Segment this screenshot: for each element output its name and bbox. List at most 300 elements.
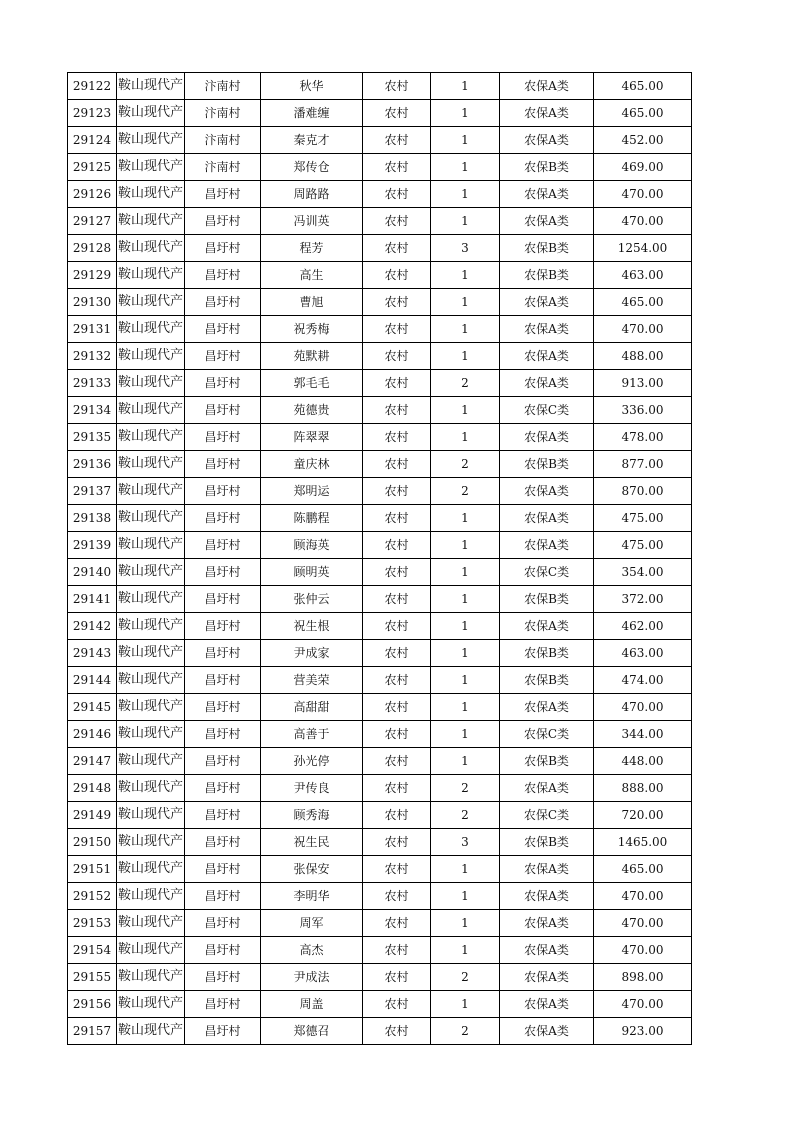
- area-type-cell: 农村: [363, 910, 431, 937]
- amount-cell: 469.00: [594, 154, 692, 181]
- insurance-category-cell: 农保A类: [500, 505, 594, 532]
- organization-cell: 鞍山现代产: [117, 127, 185, 154]
- village-cell: 昌圩村: [185, 775, 261, 802]
- insurance-category-cell: 农保B类: [500, 586, 594, 613]
- amount-cell: 475.00: [594, 505, 692, 532]
- table-row: [68, 910, 692, 937]
- amount-cell: 470.00: [594, 937, 692, 964]
- amount-cell: 488.00: [594, 343, 692, 370]
- table-row: [68, 802, 692, 829]
- table-row: [68, 451, 692, 478]
- record-id-cell: 29147: [68, 748, 117, 775]
- person-name-cell: 郑德召: [261, 1018, 363, 1045]
- organization-cell: 鞍山现代产: [117, 154, 185, 181]
- amount-cell: 344.00: [594, 721, 692, 748]
- amount-cell: 463.00: [594, 640, 692, 667]
- area-type-cell: 农村: [363, 181, 431, 208]
- table-row: [68, 397, 692, 424]
- area-type-cell: 农村: [363, 262, 431, 289]
- amount-cell: 463.00: [594, 262, 692, 289]
- record-id-cell: 29142: [68, 613, 117, 640]
- village-cell: 汴南村: [185, 100, 261, 127]
- person-name-cell: 祝生民: [261, 829, 363, 856]
- area-type-cell: 农村: [363, 235, 431, 262]
- organization-cell: 鞍山现代产: [117, 73, 185, 100]
- area-type-cell: 农村: [363, 100, 431, 127]
- village-cell: 昌圩村: [185, 451, 261, 478]
- organization-cell: 鞍山现代产: [117, 640, 185, 667]
- insurance-category-cell: 农保A类: [500, 910, 594, 937]
- area-type-cell: 农村: [363, 802, 431, 829]
- household-count-cell: 1: [431, 73, 500, 100]
- insurance-category-cell: 农保A类: [500, 316, 594, 343]
- area-type-cell: 农村: [363, 289, 431, 316]
- household-count-cell: 1: [431, 316, 500, 343]
- amount-cell: 452.00: [594, 127, 692, 154]
- amount-cell: 470.00: [594, 694, 692, 721]
- village-cell: 昌圩村: [185, 181, 261, 208]
- person-name-cell: 童庆林: [261, 451, 363, 478]
- village-cell: 昌圩村: [185, 559, 261, 586]
- person-name-cell: 周军: [261, 910, 363, 937]
- table-row: [68, 262, 692, 289]
- organization-cell: 鞍山现代产: [117, 262, 185, 289]
- village-cell: 昌圩村: [185, 235, 261, 262]
- area-type-cell: 农村: [363, 316, 431, 343]
- person-name-cell: 祝生根: [261, 613, 363, 640]
- area-type-cell: 农村: [363, 559, 431, 586]
- village-cell: 昌圩村: [185, 964, 261, 991]
- area-type-cell: 农村: [363, 208, 431, 235]
- household-count-cell: 1: [431, 694, 500, 721]
- household-count-cell: 1: [431, 154, 500, 181]
- relief-roster-table: [67, 72, 692, 1045]
- insurance-category-cell: 农保A类: [500, 370, 594, 397]
- organization-cell: 鞍山现代产: [117, 451, 185, 478]
- village-cell: 昌圩村: [185, 397, 261, 424]
- person-name-cell: 顾海英: [261, 532, 363, 559]
- table-row: [68, 667, 692, 694]
- table-row: [68, 127, 692, 154]
- insurance-category-cell: 农保B类: [500, 262, 594, 289]
- amount-cell: 372.00: [594, 586, 692, 613]
- village-cell: 昌圩村: [185, 721, 261, 748]
- village-cell: 昌圩村: [185, 748, 261, 775]
- village-cell: 汴南村: [185, 154, 261, 181]
- village-cell: 昌圩村: [185, 478, 261, 505]
- record-id-cell: 29129: [68, 262, 117, 289]
- insurance-category-cell: 农保A类: [500, 1018, 594, 1045]
- record-id-cell: 29124: [68, 127, 117, 154]
- person-name-cell: 阵翠翠: [261, 424, 363, 451]
- organization-cell: 鞍山现代产: [117, 883, 185, 910]
- insurance-category-cell: 农保A类: [500, 73, 594, 100]
- record-id-cell: 29141: [68, 586, 117, 613]
- area-type-cell: 农村: [363, 397, 431, 424]
- household-count-cell: 1: [431, 586, 500, 613]
- amount-cell: 470.00: [594, 181, 692, 208]
- household-count-cell: 1: [431, 100, 500, 127]
- record-id-cell: 29131: [68, 316, 117, 343]
- table-row: [68, 748, 692, 775]
- amount-cell: 898.00: [594, 964, 692, 991]
- record-id-cell: 29128: [68, 235, 117, 262]
- record-id-cell: 29127: [68, 208, 117, 235]
- insurance-category-cell: 农保A类: [500, 694, 594, 721]
- insurance-category-cell: 农保A类: [500, 532, 594, 559]
- household-count-cell: 1: [431, 532, 500, 559]
- village-cell: 昌圩村: [185, 1018, 261, 1045]
- record-id-cell: 29123: [68, 100, 117, 127]
- organization-cell: 鞍山现代产: [117, 721, 185, 748]
- organization-cell: 鞍山现代产: [117, 235, 185, 262]
- organization-cell: 鞍山现代产: [117, 586, 185, 613]
- amount-cell: 877.00: [594, 451, 692, 478]
- organization-cell: 鞍山现代产: [117, 289, 185, 316]
- household-count-cell: 1: [431, 748, 500, 775]
- organization-cell: 鞍山现代产: [117, 991, 185, 1018]
- organization-cell: 鞍山现代产: [117, 667, 185, 694]
- amount-cell: 870.00: [594, 478, 692, 505]
- amount-cell: 923.00: [594, 1018, 692, 1045]
- village-cell: 昌圩村: [185, 289, 261, 316]
- area-type-cell: 农村: [363, 154, 431, 181]
- insurance-category-cell: 农保A类: [500, 208, 594, 235]
- organization-cell: 鞍山现代产: [117, 613, 185, 640]
- record-id-cell: 29132: [68, 343, 117, 370]
- area-type-cell: 农村: [363, 964, 431, 991]
- household-count-cell: 1: [431, 343, 500, 370]
- area-type-cell: 农村: [363, 586, 431, 613]
- person-name-cell: 苑默耕: [261, 343, 363, 370]
- household-count-cell: 1: [431, 262, 500, 289]
- table-row: [68, 235, 692, 262]
- village-cell: 昌圩村: [185, 694, 261, 721]
- household-count-cell: 1: [431, 289, 500, 316]
- person-name-cell: 潘难缠: [261, 100, 363, 127]
- household-count-cell: 1: [431, 424, 500, 451]
- area-type-cell: 农村: [363, 640, 431, 667]
- person-name-cell: 尹传良: [261, 775, 363, 802]
- person-name-cell: 秋华: [261, 73, 363, 100]
- organization-cell: 鞍山现代产: [117, 910, 185, 937]
- area-type-cell: 农村: [363, 883, 431, 910]
- record-id-cell: 29140: [68, 559, 117, 586]
- table-row: [68, 559, 692, 586]
- organization-cell: 鞍山现代产: [117, 316, 185, 343]
- insurance-category-cell: 农保A类: [500, 991, 594, 1018]
- insurance-category-cell: 农保A类: [500, 181, 594, 208]
- table-row: [68, 478, 692, 505]
- village-cell: 汴南村: [185, 73, 261, 100]
- insurance-category-cell: 农保B类: [500, 829, 594, 856]
- insurance-category-cell: 农保A类: [500, 127, 594, 154]
- record-id-cell: 29135: [68, 424, 117, 451]
- insurance-category-cell: 农保A类: [500, 289, 594, 316]
- area-type-cell: 农村: [363, 127, 431, 154]
- record-id-cell: 29126: [68, 181, 117, 208]
- table-row: [68, 937, 692, 964]
- amount-cell: 1465.00: [594, 829, 692, 856]
- insurance-category-cell: 农保B类: [500, 235, 594, 262]
- person-name-cell: 营美荣: [261, 667, 363, 694]
- amount-cell: 720.00: [594, 802, 692, 829]
- table-row: [68, 100, 692, 127]
- table-row: [68, 829, 692, 856]
- household-count-cell: 1: [431, 667, 500, 694]
- organization-cell: 鞍山现代产: [117, 829, 185, 856]
- person-name-cell: 尹成法: [261, 964, 363, 991]
- household-count-cell: 1: [431, 721, 500, 748]
- person-name-cell: 孙光停: [261, 748, 363, 775]
- person-name-cell: 秦克才: [261, 127, 363, 154]
- organization-cell: 鞍山现代产: [117, 775, 185, 802]
- area-type-cell: 农村: [363, 856, 431, 883]
- table-row: [68, 775, 692, 802]
- record-id-cell: 29137: [68, 478, 117, 505]
- insurance-category-cell: 农保A类: [500, 343, 594, 370]
- village-cell: 昌圩村: [185, 910, 261, 937]
- person-name-cell: 祝秀梅: [261, 316, 363, 343]
- organization-cell: 鞍山现代产: [117, 100, 185, 127]
- record-id-cell: 29134: [68, 397, 117, 424]
- record-id-cell: 29155: [68, 964, 117, 991]
- table-row: [68, 640, 692, 667]
- area-type-cell: 农村: [363, 937, 431, 964]
- person-name-cell: 冯训英: [261, 208, 363, 235]
- amount-cell: 474.00: [594, 667, 692, 694]
- person-name-cell: 顾明英: [261, 559, 363, 586]
- insurance-category-cell: 农保A类: [500, 478, 594, 505]
- table-row: [68, 370, 692, 397]
- household-count-cell: 3: [431, 829, 500, 856]
- village-cell: 昌圩村: [185, 208, 261, 235]
- amount-cell: 465.00: [594, 856, 692, 883]
- village-cell: 昌圩村: [185, 532, 261, 559]
- amount-cell: 465.00: [594, 289, 692, 316]
- area-type-cell: 农村: [363, 424, 431, 451]
- household-count-cell: 1: [431, 883, 500, 910]
- household-count-cell: 2: [431, 802, 500, 829]
- amount-cell: 470.00: [594, 208, 692, 235]
- record-id-cell: 29144: [68, 667, 117, 694]
- insurance-category-cell: 农保C类: [500, 721, 594, 748]
- table-row: [68, 991, 692, 1018]
- area-type-cell: 农村: [363, 667, 431, 694]
- record-id-cell: 29122: [68, 73, 117, 100]
- village-cell: 汴南村: [185, 127, 261, 154]
- area-type-cell: 农村: [363, 694, 431, 721]
- amount-cell: 465.00: [594, 73, 692, 100]
- table-row: [68, 289, 692, 316]
- table-row: [68, 343, 692, 370]
- area-type-cell: 农村: [363, 991, 431, 1018]
- record-id-cell: 29138: [68, 505, 117, 532]
- amount-cell: 478.00: [594, 424, 692, 451]
- organization-cell: 鞍山现代产: [117, 208, 185, 235]
- organization-cell: 鞍山现代产: [117, 505, 185, 532]
- amount-cell: 354.00: [594, 559, 692, 586]
- insurance-category-cell: 农保A类: [500, 964, 594, 991]
- organization-cell: 鞍山现代产: [117, 343, 185, 370]
- table-row: [68, 208, 692, 235]
- organization-cell: 鞍山现代产: [117, 856, 185, 883]
- amount-cell: 913.00: [594, 370, 692, 397]
- person-name-cell: 曹旭: [261, 289, 363, 316]
- table-row: [68, 964, 692, 991]
- area-type-cell: 农村: [363, 478, 431, 505]
- amount-cell: 462.00: [594, 613, 692, 640]
- table-row: [68, 316, 692, 343]
- person-name-cell: 高生: [261, 262, 363, 289]
- area-type-cell: 农村: [363, 829, 431, 856]
- household-count-cell: 2: [431, 370, 500, 397]
- record-id-cell: 29152: [68, 883, 117, 910]
- table-row: [68, 73, 692, 100]
- household-count-cell: 1: [431, 910, 500, 937]
- village-cell: 昌圩村: [185, 991, 261, 1018]
- area-type-cell: 农村: [363, 343, 431, 370]
- table-row: [68, 883, 692, 910]
- person-name-cell: 苑德贵: [261, 397, 363, 424]
- organization-cell: 鞍山现代产: [117, 694, 185, 721]
- table-row: [68, 694, 692, 721]
- person-name-cell: 高甜甜: [261, 694, 363, 721]
- insurance-category-cell: 农保B类: [500, 451, 594, 478]
- household-count-cell: 1: [431, 208, 500, 235]
- area-type-cell: 农村: [363, 451, 431, 478]
- insurance-category-cell: 农保C类: [500, 397, 594, 424]
- person-name-cell: 周路路: [261, 181, 363, 208]
- household-count-cell: 2: [431, 964, 500, 991]
- amount-cell: 470.00: [594, 883, 692, 910]
- household-count-cell: 1: [431, 181, 500, 208]
- table-row: [68, 532, 692, 559]
- insurance-category-cell: 农保A类: [500, 883, 594, 910]
- person-name-cell: 郭毛毛: [261, 370, 363, 397]
- village-cell: 昌圩村: [185, 343, 261, 370]
- area-type-cell: 农村: [363, 775, 431, 802]
- organization-cell: 鞍山现代产: [117, 181, 185, 208]
- person-name-cell: 高善于: [261, 721, 363, 748]
- record-id-cell: 29151: [68, 856, 117, 883]
- insurance-category-cell: 农保A类: [500, 100, 594, 127]
- person-name-cell: 郑传仓: [261, 154, 363, 181]
- village-cell: 昌圩村: [185, 262, 261, 289]
- household-count-cell: 2: [431, 478, 500, 505]
- record-id-cell: 29133: [68, 370, 117, 397]
- village-cell: 昌圩村: [185, 613, 261, 640]
- record-id-cell: 29136: [68, 451, 117, 478]
- insurance-category-cell: 农保C类: [500, 559, 594, 586]
- village-cell: 昌圩村: [185, 667, 261, 694]
- record-id-cell: 29148: [68, 775, 117, 802]
- household-count-cell: 1: [431, 127, 500, 154]
- insurance-category-cell: 农保A类: [500, 775, 594, 802]
- household-count-cell: 1: [431, 397, 500, 424]
- organization-cell: 鞍山现代产: [117, 478, 185, 505]
- village-cell: 昌圩村: [185, 586, 261, 613]
- area-type-cell: 农村: [363, 721, 431, 748]
- record-id-cell: 29145: [68, 694, 117, 721]
- household-count-cell: 1: [431, 856, 500, 883]
- village-cell: 昌圩村: [185, 316, 261, 343]
- insurance-category-cell: 农保A类: [500, 424, 594, 451]
- person-name-cell: 李明华: [261, 883, 363, 910]
- record-id-cell: 29125: [68, 154, 117, 181]
- insurance-category-cell: 农保A类: [500, 937, 594, 964]
- household-count-cell: 1: [431, 559, 500, 586]
- record-id-cell: 29146: [68, 721, 117, 748]
- household-count-cell: 2: [431, 1018, 500, 1045]
- table-row: [68, 613, 692, 640]
- area-type-cell: 农村: [363, 748, 431, 775]
- household-count-cell: 2: [431, 451, 500, 478]
- record-id-cell: 29130: [68, 289, 117, 316]
- organization-cell: 鞍山现代产: [117, 397, 185, 424]
- roster-body: [68, 73, 692, 1045]
- record-id-cell: 29143: [68, 640, 117, 667]
- village-cell: 昌圩村: [185, 856, 261, 883]
- organization-cell: 鞍山现代产: [117, 370, 185, 397]
- household-count-cell: 2: [431, 775, 500, 802]
- village-cell: 昌圩村: [185, 640, 261, 667]
- village-cell: 昌圩村: [185, 370, 261, 397]
- record-id-cell: 29149: [68, 802, 117, 829]
- village-cell: 昌圩村: [185, 505, 261, 532]
- record-id-cell: 29154: [68, 937, 117, 964]
- amount-cell: 888.00: [594, 775, 692, 802]
- amount-cell: 470.00: [594, 316, 692, 343]
- table-row: [68, 181, 692, 208]
- amount-cell: 1254.00: [594, 235, 692, 262]
- organization-cell: 鞍山现代产: [117, 559, 185, 586]
- amount-cell: 448.00: [594, 748, 692, 775]
- insurance-category-cell: 农保B类: [500, 667, 594, 694]
- village-cell: 昌圩村: [185, 937, 261, 964]
- amount-cell: 470.00: [594, 910, 692, 937]
- person-name-cell: 顾秀海: [261, 802, 363, 829]
- area-type-cell: 农村: [363, 370, 431, 397]
- person-name-cell: 张保安: [261, 856, 363, 883]
- village-cell: 昌圩村: [185, 883, 261, 910]
- area-type-cell: 农村: [363, 1018, 431, 1045]
- record-id-cell: 29153: [68, 910, 117, 937]
- area-type-cell: 农村: [363, 613, 431, 640]
- amount-cell: 470.00: [594, 991, 692, 1018]
- person-name-cell: 尹成家: [261, 640, 363, 667]
- person-name-cell: 郑明运: [261, 478, 363, 505]
- household-count-cell: 1: [431, 505, 500, 532]
- record-id-cell: 29150: [68, 829, 117, 856]
- household-count-cell: 1: [431, 640, 500, 667]
- village-cell: 昌圩村: [185, 829, 261, 856]
- organization-cell: 鞍山现代产: [117, 424, 185, 451]
- person-name-cell: 陈鹏程: [261, 505, 363, 532]
- household-count-cell: 1: [431, 613, 500, 640]
- table-row: [68, 505, 692, 532]
- table-row: [68, 424, 692, 451]
- insurance-category-cell: 农保B类: [500, 640, 594, 667]
- household-count-cell: 1: [431, 937, 500, 964]
- table-row: [68, 154, 692, 181]
- insurance-category-cell: 农保A类: [500, 856, 594, 883]
- insurance-category-cell: 农保C类: [500, 802, 594, 829]
- insurance-category-cell: 农保B类: [500, 748, 594, 775]
- household-count-cell: 1: [431, 991, 500, 1018]
- village-cell: 昌圩村: [185, 802, 261, 829]
- table-row: [68, 1018, 692, 1045]
